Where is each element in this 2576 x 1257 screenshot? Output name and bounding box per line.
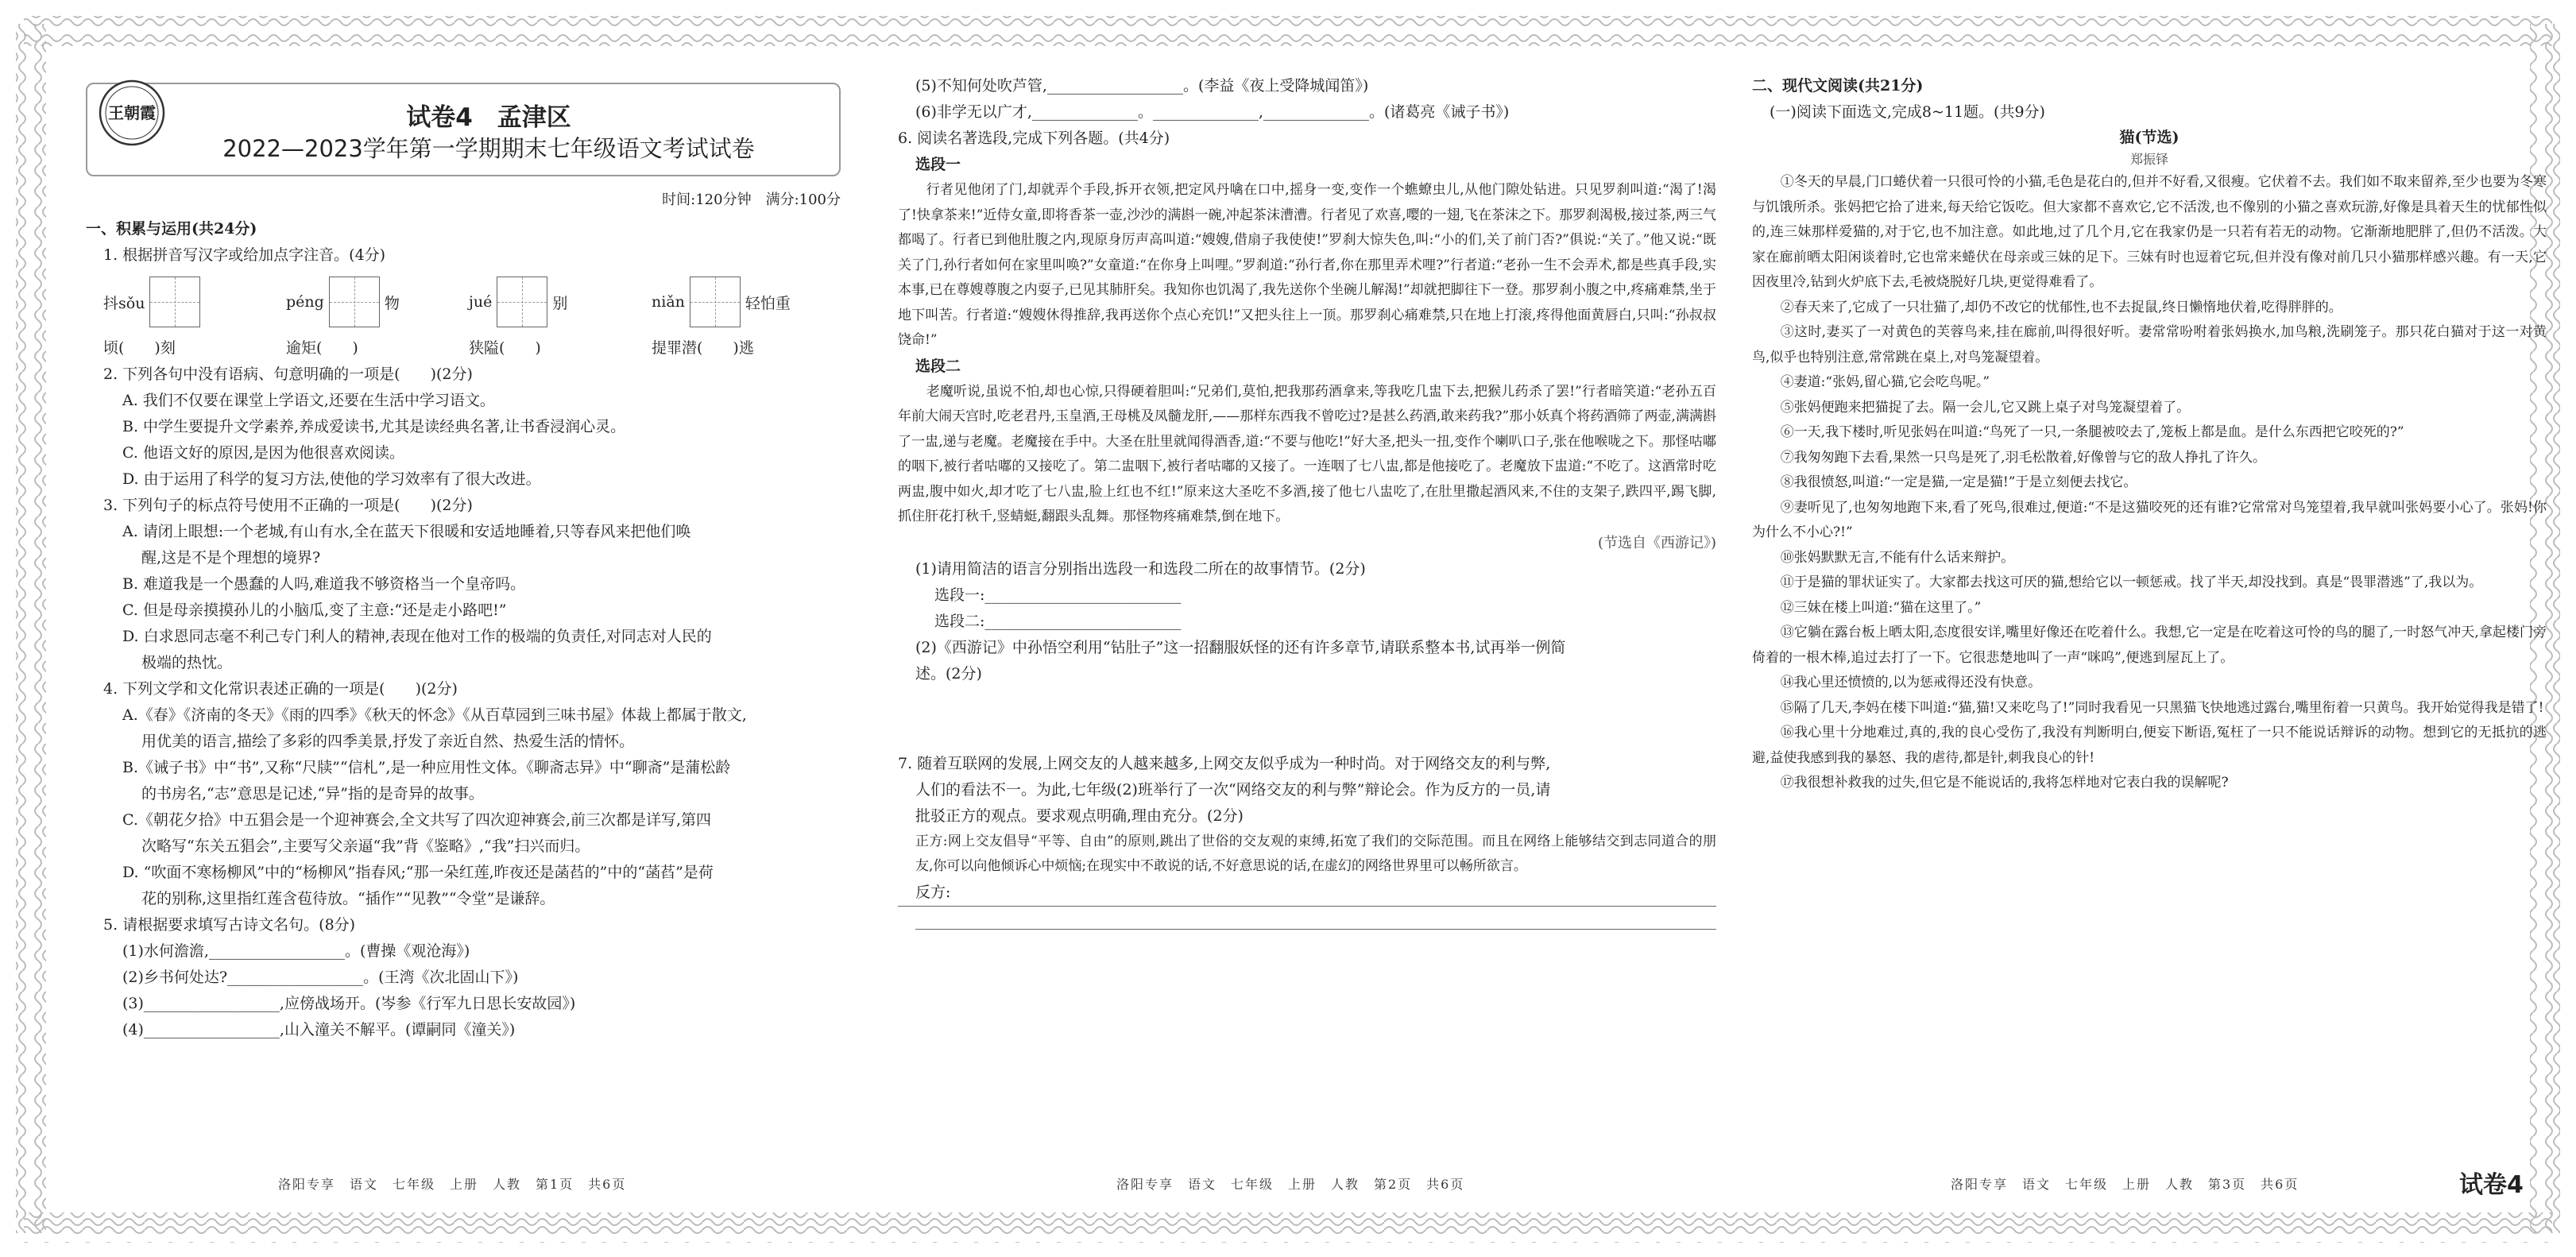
passage-para: ⑬它躺在露台板上晒太阳,态度很安详,嘴里好像还在吃着什么。我想,它一定是在吃着这可怜的鸟的腿了,一时怒气冲天,拿起楼门旁倚着的一根木棒,追过去打了一下。它很悲楚地叫了一声“咪呜”,便逃到屋瓦上了。 [1752,625,2547,666]
zhuyin-item[interactable]: 提罪潜( )逃 [652,339,754,357]
page-footer: 洛阳专享 语文 七年级 上册 人教 第3页 共6页 [1951,1177,2299,1192]
answer-line[interactable] [915,929,1716,930]
option[interactable]: B.《诫子书》中“书”,又称“尺牍”“信札”,是一种应用性文体。《聊斋志异》中“聊斋”是蒲松龄 [122,759,731,776]
passage-para: ①冬天的早晨,门口蜷伏着一只很可怜的小猫,毛色是花白的,但并不好看,又很瘦。它伏着不去。我们如不取来留养,至少也要为冬寒与饥饿所杀。张妈把它拾了进来,每天给它饭吃。但大家都不喜欢它,它不活泼,也不像别的小猫之喜欢玩游,好像是具着天生的忧郁性似的,连三妹那样爱猫的,对于它,也不加注意。如此地,过了几个月,它在我家仍是一只若有若无的动物。它渐渐地肥胖了,但仍不活泼。大家在廊前晒太阳闲谈着时,它也常来蜷伏在母亲或三妹的足下。三妹有时也逗着它玩,但并没有像对前几只小猫那样感兴趣。有一天,它因夜里冷,钻到火炉底下去,毛被烧脱好几块,更觉得难看了。 [1752,174,2547,290]
option[interactable]: A. 我们不仅要在课堂上学语文,还要在生活中学习语文。 [122,392,495,409]
zhuyin-item[interactable]: 逾矩( ) [286,339,358,357]
passage-para: ③这时,妻买了一对黄色的芙蓉鸟来,挂在廊前,叫得很好听。妻常常吩咐着张妈换水,加鸟粮,洗刷笼子。那只花白猫对于这一对黄鸟,似乎也特别注意,常常跳在桌上,对鸟笼凝望着。 [1752,324,2547,365]
pinyin-item: jué 别 [469,277,652,327]
option[interactable]: C. 但是母亲摸摸孙儿的小脑瓜,变了主意:“还是走小路吧!” [122,601,507,619]
excerpt-label: 选段一 [915,156,961,173]
svg-text:王朝霞: 王朝霞 [108,103,156,122]
passage-para: ⑮隔了几天,李妈在楼下叫道:“猫,猫!又来吃鸟了!”同时我看见一只黑猫飞快地逃过露台,嘴里衔着一只黄鸟。我开始觉得我是错了! [1780,699,2544,716]
excerpt-text: 行者见他闭了门,却就弄个手段,拆开衣领,把定风丹噙在口中,摇身一变,变作一个蟭蟟虫儿,从他门隙处钻进。只见罗刹叫道:“渴了!渴了!快拿茶来!”近侍女童,即将香茶一壶,沙沙的满斟一碗,冲起茶沫漕漕。行者见了欢喜,嘤的一翅,飞在茶沫之下。那罗刹渴极,接过茶,两三气都喝了。行者已到他肚腹之内,现原身厉声高叫道:“嫂嫂,借扇子我使使!”罗刹大惊失色,叫:“小的们,关了前门否?”俱说:“关了。”他又说:“既关了门,孙行者如何在家里叫唤?”女童道:“在你身上叫哩。”罗刹道:“孙行者,你在那里弄术哩?”行者道:“老孙一生不会弄术,都是些真手段,实本事,已在尊嫂尊腹之内耍子,已见其肺肝矣。我知你也饥渴了,我先送你个坐碗儿解渴!”却就把脚往下一登。那罗刹小腹之中,疼痛难禁,坐于地下叫苦。行者道:“嫂嫂休得推辞,我再送你个点心充饥!”又把头往上一顶。那罗刹心痛难禁,只在地上打滚,疼得他面黄唇白,只叫:“孙叔叔饶命!” [898,182,1716,348]
column-1 [86,216,841,1043]
option-cont: 次略写“东关五猖会”,主要写父亲逼“我”背《鉴略》,“我”扫兴而归。 [141,837,590,855]
answer-line[interactable]: 选段二:__________________________ [934,612,1182,630]
subquestion: (1)请用简洁的语言分别指出选段一和选段二所在的故事情节。(2分) [915,559,1366,578]
section-heading: 一、积累与运用(共24分) [86,220,257,238]
subquestion-cont: 述。(2分) [915,664,982,683]
exam-tag: 试卷4 [2459,1171,2524,1199]
passage-para: ⑧我很愤怒,叫道:“一定是猫,一定是猫!”于是立刻便去找它。 [1780,474,2137,490]
answer-line[interactable]: 反方: [898,880,1716,907]
passage-para: ⑯我心里十分地难过,真的,我的良心受伤了,我没有判断明白,便妄下断语,冤枉了一只不能说话辩诉的动物。想到它的无抵抗的逃避,益使我感到我的暴怒、我的虐待,都是针,刺我良心的针! [1752,725,2547,766]
source-note: (节选自《西游记》) [1597,534,1716,551]
option[interactable]: D. 由于运用了科学的复习方法,使他的学习效率有了很大改进。 [122,470,541,488]
subquestion: (2)《西游记》中孙悟空利用“钻肚子”这一招翻服妖怪的还有许多章节,请联系整本书,试再举一例简 [915,638,1566,656]
option[interactable]: B. 难道我是一个愚蠢的人吗,难道我不够资格当一个皇帝吗。 [122,575,526,593]
writing-grid[interactable] [149,277,200,327]
poem-blank[interactable]: (6)非学无以广才,______________。______________,______________。(诸葛亮《诫子书》) [915,103,1510,121]
writing-grid[interactable] [690,277,741,327]
option[interactable]: C.《朝花夕拾》中五猖会是一个迎神赛会,全文共写了四次迎神赛会,前三次都是详写,第四 [122,811,712,829]
option[interactable]: A. 请闭上眼想:一个老城,有山有水,全在蓝天下很暖和安适地睡着,只等春风来把他们唤 [122,523,691,540]
option-cont: 花的别称,这里指红莲含苞待放。“插作”“见教”“令堂”是谦辞。 [141,890,555,907]
passage-para: ⑦我匆匆跑下去看,果然一只鸟是死了,羽毛松散着,好像曾与它的敌人挣扎了许久。 [1780,449,2266,466]
question-6: 6. 阅读名著选段,完成下列各题。(共4分) [898,130,1170,147]
poem-blank[interactable]: (5)不知何处吹芦管,__________________。(李益《夜上受降城闻笛》) [915,77,1369,95]
pinyin-item: 抖sǒu [103,277,286,327]
question-5: 5. 请根据要求填写古诗文名句。(8分) [103,916,356,934]
question-7-cont: 批驳正方的观点。要求观点明确,理由充分。(2分) [915,806,1244,825]
passage-para: ②春天来了,它成了一只壮猫了,却仍不改它的忧郁性,也不去捉鼠,终日懒惰地伏着,吃得胖胖的。 [1780,299,2342,315]
question-1: 1. 根据拼音写汉字或给加点字注音。(4分) [103,246,386,264]
passage-para: ⑥一天,我下楼时,听见张妈在叫道:“鸟死了一只,一条腿被咬去了,笼板上都是血。是什么东西把它咬死的?” [1780,424,2404,440]
pinyin-row [86,269,841,335]
writing-grid[interactable] [329,277,380,327]
passage-para: ⑨妻听见了,也匆匆地跑下来,看了死鸟,很难过,便道:“不是这猫咬死的还有谁?它常常对鸟笼望着,我早就叫张妈要小心了。张妈!你为什么不小心?!” [1752,499,2547,540]
pinyin-item: niǎn 轻怕重 [652,277,834,327]
poem-blank[interactable]: (3)__________________,应傍战场开。(岑参《行军九日思长安故园》) [122,995,576,1012]
option[interactable]: D. “吹面不寒杨柳风”中的“杨柳风”指春风;“那一朵红莲,昨夜还是菡萏的”中的“菡萏”是荷 [122,864,714,881]
option-cont: 的书房名,“志”意思是记述,“异”指的是奇异的故事。 [141,785,484,803]
zhuyin-item[interactable]: 顷( )刻 [103,339,176,357]
option[interactable]: D. 白求恩同志毫不利己专门利人的精神,表现在他对工作的极端的负责任,对同志对人民的 [122,628,712,645]
excerpt-label: 选段二 [915,357,961,375]
option-cont: 用优美的语言,描绘了多彩的四季美景,抒发了亲近自然、热爱生活的情怀。 [141,733,635,750]
writing-grid[interactable] [497,277,547,327]
option[interactable]: B. 中学生要提升文学素养,养成爱读书,尤其是读经典名著,让书香浸润心灵。 [122,418,626,435]
passage-para: ⑫三妹在楼上叫道:“猫在这里了。” [1780,599,1982,616]
zhuyin-item[interactable]: 狭隘( ) [469,339,541,357]
question-4: 4. 下列文学和文化常识表述正确的一项是( )(2分) [103,680,458,698]
zhuyin-row [86,335,841,362]
column-3 [1752,73,2547,796]
debate-text: 正方:网上交友倡导“平等、自由”的原则,跳出了世俗的交友观的束缚,拓宽了我们的交际范围。而且在网络上能够结交到志同道合的朋友,你可以向他倾诉心中烦恼;在现实中不敢说的话,不好意思说的话,在虚幻的网络世界里可以畅所欲言。 [915,833,1716,874]
page-footer: 洛阳专享 语文 七年级 上册 人教 第2页 共6页 [1116,1177,1465,1192]
passage-para: ⑤张妈便跑来把猫捉了去。隔一会儿,它又跳上桌子对鸟笼凝望着了。 [1780,399,2191,416]
question-3: 3. 下列句子的标点符号使用不正确的一项是( )(2分) [103,497,473,514]
question-7: 7. 随着互联网的发展,上网交友的人越来越多,上网交友似乎成为一种时尚。对于网络交友的利与弊, [898,754,1551,772]
option-cont: 极端的热忱。 [141,654,233,671]
question-7-cont: 人们的看法不一。为此,七年级(2)班举行了一次“网络交友的利与弊”辩论会。作为反方的一员,请 [915,780,1551,799]
subsection-heading: (一)阅读下面选文,完成8~11题。(共9分) [1770,103,2045,121]
passage-author: 郑振铎 [2129,152,2168,167]
question-2: 2. 下列各句中没有语病、句意明确的一项是( )(2分) [103,365,473,383]
passage-para: ⑰我很想补救我的过失,但它是不能说话的,我将怎样地对它表白我的误解呢? [1780,775,2229,791]
option[interactable]: C. 他语文好的原因,是因为他很喜欢阅读。 [122,444,404,462]
passage-title: 猫(节选) [2119,129,2180,146]
poem-blank[interactable]: (2)乡书何处达?__________________。(王湾《次北固山下》) [122,969,519,986]
section-heading: 二、现代文阅读(共21分) [1752,77,1924,95]
poem-blank[interactable]: (4)__________________,山入潼关不解平。(谭嗣同《潼关》) [122,1021,516,1038]
exam-time: 时间:120分钟 满分:100分 [662,191,841,208]
passage-para: ⑭我心里还愤愤的,以为惩戒得还没有快意。 [1780,675,2042,690]
option-cont: 醒,这是不是个理想的境界? [141,549,321,567]
passage-para: ⑩张妈默默无言,不能有什么话来辩护。 [1780,549,2015,566]
exam-title: 试卷4 孟津区 [406,103,571,132]
excerpt-text: 老魔听说,虽说不怕,却也心惊,只得硬着胆叫:“兄弟们,莫怕,把我那药酒拿来,等我吃几盅下去,把猴儿药杀了罢!”行者暗笑道:“老孙五百年前大闹天宫时,吃老君丹,玉皇酒,王母桃及凤髓龙肝,——那样东西我不曾吃过?是甚么药酒,敢来药我?”那小妖真个将药酒筛了两壶,满满斟了一盅,递与老魔。老魔接在手中。大圣在肚里就闻得酒香,道:“不要与他吃!”好大圣,把头一扭,变作个喇叭口子,张在他喉咙之下。那怪咕嘟的咽下,被行者咕嘟的又接吃了。第二盅咽下,被行者咕嘟的又接了。一连咽了七八盅,都是他接吃了。老魔放下盅道:“不吃了。这酒常时吃两盅,腹中如火,却才吃了七八盅,脸上红也不红!”原来这大圣吃不多酒,接了他七八盅吃了,在肚里撒起酒风来,不住的支架子,跌四平,踢飞脚,抓住肝花打秋千,竖蜻蜓,翻跟头乱舞。那怪物疼痛难禁,倒在地下。 [898,383,1716,524]
column-2 [898,73,1716,934]
pinyin-item: péng 物 [286,277,469,327]
passage-para: ④妻道:“张妈,留心猫,它会吃鸟呢。” [1780,374,1990,390]
exam-subtitle: 2022—2023学年第一学期期末七年级语文考试试卷 [222,135,755,162]
poem-blank[interactable]: (1)水何澹澹,__________________。(曹操《观沧海》) [122,942,470,960]
page-footer: 洛阳专享 语文 七年级 上册 人教 第1页 共6页 [278,1177,627,1192]
passage-para: ⑪于是猫的罪状证实了。大家都去找这可厌的猫,想给它以一顿惩戒。找了半天,却没找到。真是“畏罪潜逃”了,我以为。 [1780,574,2483,590]
answer-line[interactable]: 选段一:__________________________ [934,586,1182,604]
option[interactable]: A.《春》《济南的冬天》《雨的四季》《秋天的怀念》《从百草园到三味书屋》体裁上都属于散文, [122,706,747,724]
